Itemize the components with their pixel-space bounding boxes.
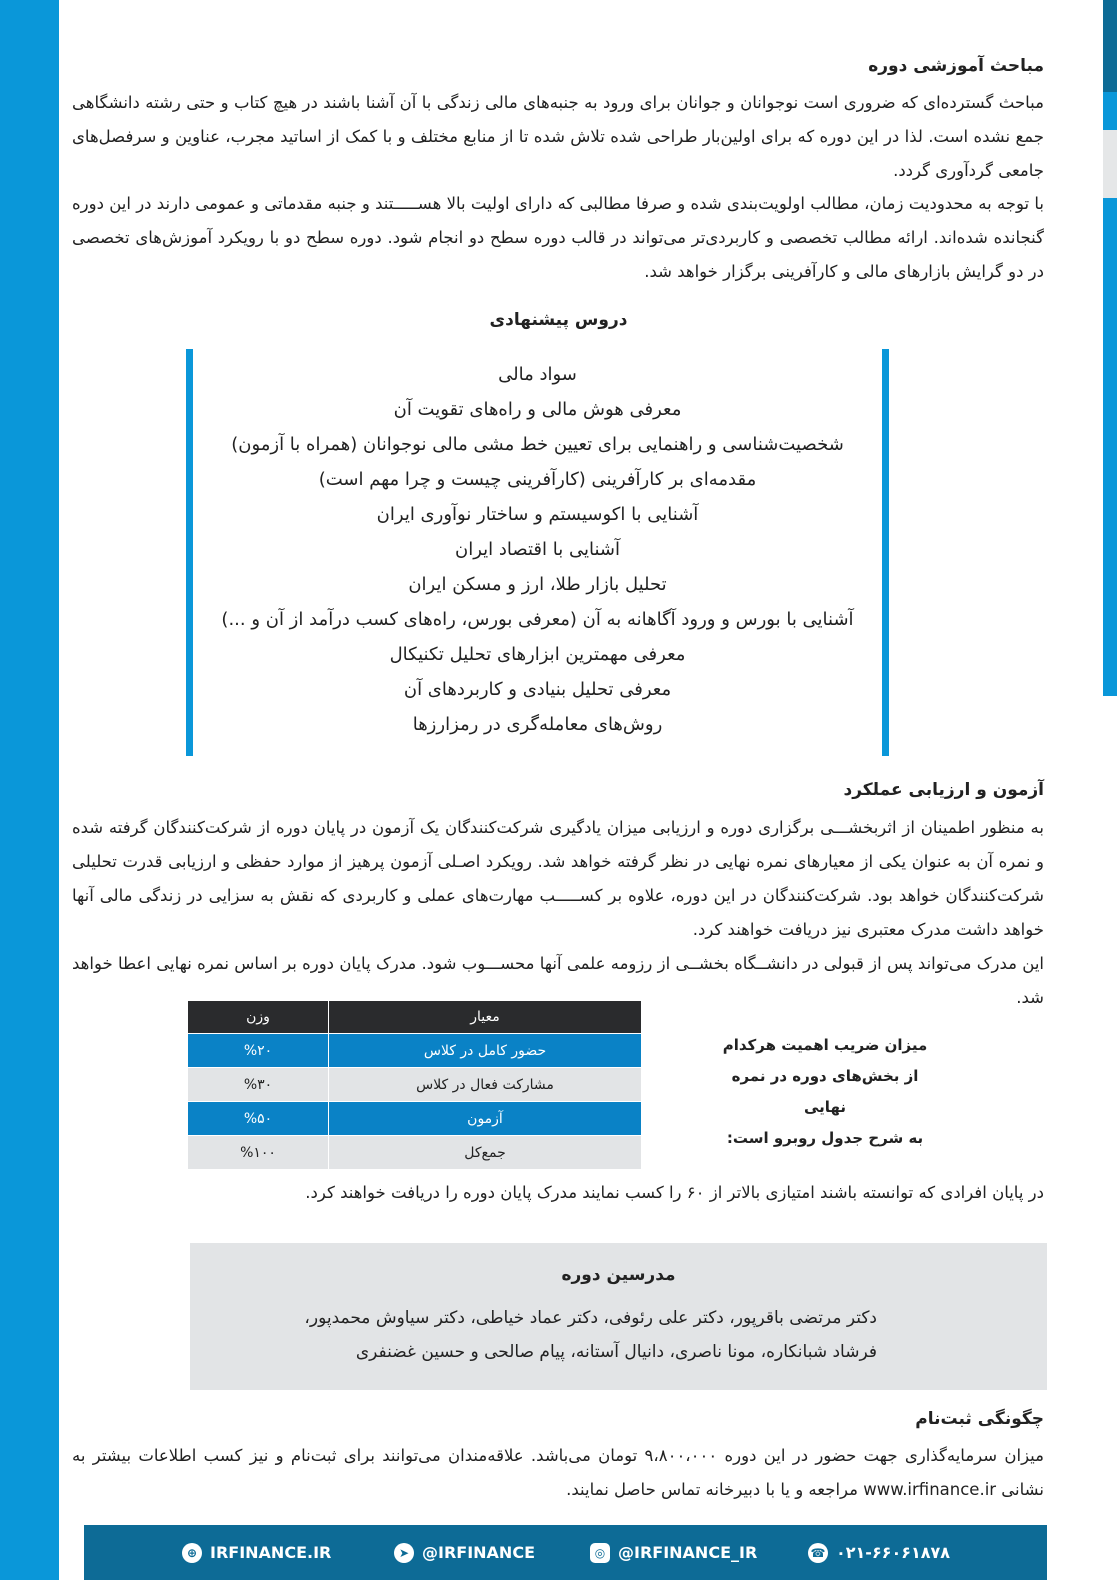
registration-heading: چگونگی ثبت‌نام	[915, 1409, 1044, 1429]
course-item: شخصیت‌شناسی و راهنمایی برای تعیین خط مشی مالی نوجوانان (همراه با آزمون)	[231, 434, 844, 455]
table-row	[188, 1136, 642, 1170]
criterion-cell: مشارکت فعال در کلاس	[329, 1068, 642, 1102]
courses-box	[186, 349, 889, 756]
exam-paragraph-2: این مدرک می‌تواند پس از قبولی در دانشــگاه بخشــی از رزومه علمی آنها محســـوب شود. مدرک پایان دوره بر اساس نمره نهایی اعطا خواهد شد.	[72, 954, 1044, 1007]
footer-website[interactable]	[182, 1525, 331, 1580]
criterion-cell: حضور کامل در کلاس	[329, 1034, 642, 1068]
criterion-cell: آزمون	[329, 1102, 642, 1136]
right-accent-bar-dark	[1103, 0, 1117, 92]
teachers-line: فرشاد شبانکاره، مونا ناصری، دانیال آستانه، پیام صالحی و حسین غضنفری	[355, 1342, 877, 1362]
course-item: روش‌های معامله‌گری در رمزارزها	[412, 714, 663, 735]
course-item: مقدمه‌ای بر کارآفرینی (کارآفرینی چیست و چرا مهم است)	[318, 469, 757, 490]
exam-note: در پایان افرادی که توانسته باشند امتیازی بالاتر از ۶۰ را کسب نمایند مدرک پایان دوره را دریافت خواهند کرد.	[305, 1183, 1044, 1202]
footer-phone[interactable]	[808, 1525, 950, 1580]
caption-line: از بخش‌های دوره در نمره نهایی	[731, 1067, 919, 1116]
phone-icon: ☎	[808, 1543, 828, 1563]
courses-title: دروس پیشنهادی	[489, 310, 628, 330]
criterion-cell: جمع‌کل	[329, 1136, 642, 1170]
weight-cell: %۲۰	[188, 1034, 329, 1068]
teachers-list	[304, 1301, 877, 1369]
caption-line: به شرح جدول روبرو است:	[726, 1129, 924, 1147]
instagram-icon: ◎	[590, 1543, 610, 1563]
weight-cell: %۳۰	[188, 1068, 329, 1102]
course-item: معرفی تحلیل بنیادی و کاربردهای آن	[403, 679, 672, 700]
teachers-line: دکتر مرتضی باقرپور، دکتر علی رئوفی، دکتر عماد خیاطی، دکتر سیاوش محمدپور،	[304, 1308, 877, 1328]
exam-heading: آزمون و ارزیابی عملکرد	[843, 780, 1044, 800]
footer-bar	[84, 1525, 1047, 1580]
right-accent-bar-blue	[1103, 92, 1117, 130]
topics-paragraph-1: مباحث گسترده‌ای که ضروری است نوجوانان و جوانان برای ورود به جنبه‌های مالی زندگی با آن آشنا باشند در هیچ کتاب و حتی رشته دانشگاهی جمع نشده است. لذا در این دوره که برای اولین‌بار طراحی شده تلاش شده تا از منابع مختلف و با کمک از اساتید مجرب، عناوین و سرفصل‌های جامعی گردآوری گردد.	[72, 93, 1044, 180]
table-header-row	[188, 1001, 642, 1034]
course-list	[193, 357, 882, 742]
course-item: آشنایی با اکوسیستم و ساختار نوآوری ایران	[376, 504, 699, 525]
topics-paragraph-2: با توجه به محدودیت زمان، مطالب اولویت‌بندی شده و صرفا مطالبی که دارای اولیت بالا هســـــتند و جنبه مقدماتی و عمومی دارند در این دوره گنجانده شده‌اند. ارائه مطالب تخصصی و کاربردی‌تر می‌تواند در قالب دوره سطح دو انجام شود. دوره سطح دو با رویکرد آموزش‌های تخصصی در دو گرایش بازارهای مالی و کارآفرینی برگزار خواهد شد.	[72, 194, 1044, 281]
telegram-icon: ➤	[394, 1543, 414, 1563]
footer-phone-label: ۰۲۱-۶۶۰۶۱۸۷۸	[836, 1543, 951, 1562]
course-item: معرفی مهمترین ابزارهای تحلیل تکنیکال	[389, 644, 686, 665]
exam-paragraph-1: به منظور اطمینان از اثربخشـــی برگزاری دوره و ارزیابی میزان یادگیری شرکت‌کنندگان یک آزمون در پایان دوره از شرکت‌کنندگان گرفته شده و نمره آن به عنوان یکی از معیارهای نمره نهایی در نظر گرفته خواهد شد. رویکرد اصـلی آزمون پرهیز از موارد حفظی و ارزیابی قدرت تحلیلی شرکت‌کنندگان خواهد بود. شرکت‌کنندگان در این دوره، علاوه بر کســـــب مهارت‌های عملی و کاربردی که نقش به سزایی در زندگی مالی آنها خواهد داشت مدرک معتبری نیز دریافت خواهند کرد.	[72, 818, 1044, 939]
right-accent-bar-blue-long	[1103, 198, 1117, 696]
table-row	[188, 1068, 642, 1102]
left-accent-bar	[0, 0, 59, 1580]
footer-telegram[interactable]	[394, 1525, 535, 1580]
course-item: سواد مالی	[498, 364, 577, 385]
weight-cell: %۱۰۰	[188, 1136, 329, 1170]
table-caption	[715, 1030, 935, 1154]
footer-instagram-label: @IRFINANCE_IR	[618, 1543, 758, 1562]
course-item: آشنایی با بورس و ورود آگاهانه به آن (معرفی بورس، راه‌های کسب درآمد از آن و ...)	[221, 609, 854, 630]
table-row	[188, 1102, 642, 1136]
teachers-title: مدرسین دوره	[561, 1265, 676, 1285]
weight-cell: %۵۰	[188, 1102, 329, 1136]
footer-telegram-label: @IRFINANCE	[422, 1543, 535, 1562]
right-accent-bar-grey	[1103, 130, 1117, 198]
footer-website-label: IRFINANCE.IR	[210, 1543, 332, 1562]
footer-instagram[interactable]	[590, 1525, 757, 1580]
globe-icon: ⊕	[182, 1543, 202, 1563]
teachers-box	[190, 1243, 1047, 1390]
course-item: آشنایی با اقتصاد ایران	[455, 539, 620, 560]
topics-heading: مباحث آموزشی دوره	[868, 56, 1044, 76]
criterion-header: معیار	[329, 1001, 642, 1034]
table-row	[188, 1034, 642, 1068]
weights-table	[187, 1000, 642, 1170]
caption-line: میزان ضریب اهمیت هرکدام	[722, 1036, 928, 1054]
course-item: تحلیل بازار طلا، ارز و مسکن ایران	[408, 574, 667, 595]
registration-text: میزان سرمایه‌گذاری جهت حضور در این دوره ۹،۸۰۰،۰۰۰ تومان می‌باشد. علاقه‌مندان می‌توانند برای ثبت‌نام و نیز کسب اطلاعات بیشتر به نشانی www.irfinance.ir مراجعه و یا با دبیرخانه تماس حاصل نمایند.	[72, 1446, 1045, 1499]
weight-header: وزن	[188, 1001, 329, 1034]
course-item: معرفی هوش مالی و راه‌های تقویت آن	[393, 399, 682, 420]
